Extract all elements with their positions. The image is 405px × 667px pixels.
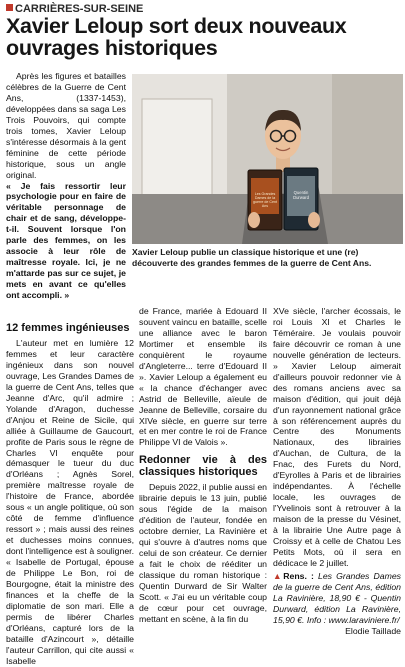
intro-quote: « Je fais ressortir leur psychologie pour en faire de véritable personnage de chair et de sang, développe-t-il. Souvent lorsque l'on parle des femmes, on les associe à leur rôle de maîtresse royale. Ici, je ne m'attarde pas sur ce sujet, je mets en avant ce qu'elles ont accompli. » (6, 180, 126, 301)
kicker-square-icon (6, 4, 13, 11)
book-cover-title-2: Quentin Durward (293, 190, 309, 200)
info-triangle-icon: ▲ (273, 570, 284, 581)
author-photo (132, 74, 403, 244)
column-3 (273, 306, 401, 637)
kicker-text: CARRIÈRES-SUR-SEINE (15, 3, 144, 15)
intro-column (6, 71, 126, 301)
info-label: Rens. : (283, 570, 314, 581)
article-headline: Xavier Leloup sort deux nouveaux ouvrages historiques (6, 14, 347, 60)
photo-caption: Xavier Leloup publie un classique historique et une (re) découverte des grandes femmes de la guerre de Cent Ans. (132, 247, 372, 268)
column-2 (139, 306, 267, 625)
author-photo-illustration (132, 74, 403, 244)
section2-body: Depuis 2022, il publie aussi en librairie depuis le 13 juin, publié sous l'égide de la maison d'édition de l'auteur, fondée en octobre dernier, La Ravinière et qui s'ouvre à d'autres noms que celui de son créateur. Ce dernier a fait le choix de rééditer un classique du roman historique : Quentin Durward de Sir Walter Scott. « J'ai eu un véritable coup de cœur pour cet ouvrage, mettant en scène, à la fin du (139, 482, 267, 624)
section2-heading: Redonner vie à des classiques historiques (139, 454, 267, 479)
intro-paragraph: Après les figures et batailles célèbres de la Guerre de Cent Ans, (1337-1453), développées dans sa saga Les Trois Pouvoirs, qui compte trois tomes, Xavier Leloup s'intéresse désormais à la gent féminine de cette période historique, sous un angle original. (6, 71, 126, 180)
author-signature: Elodie Taillade (345, 625, 401, 636)
column-2-body: de France, mariée à Edouard II souvent vaincu en bataille, scelle une alliance avec le baron Mortimer et ensemble ils conquièrent le royaume d'Angleterre... terre d'Edouard II ». Xavier Leloup a également eu « la chance d'échanger avec Astrid de Belleville, aïeule de Jeanne de Belleville, corsaire du XIVe siècle, en guerre sur terre et en mer contre le roi de France Philippe VI de Valois ». (139, 306, 267, 448)
column-3-body: XVe siècle, l'archer écossais, le roi Louis XI et Charles le Téméraire. Je voulais pouvoir faire découvrir ce roman à une nouvelle génération de lecteurs. » Xavier Leloup aimerait d'ailleurs pouvoir redonner vie à des romans anciens avec sa maison d'édition, qui jouit déjà d'un rayonnement national grâce à son référencement auprès du Centre des Monuments Nationaux, des librairies d'Auchan, de Cultura, de la Fnac, des Furets du Nord, d'Eyrolles à Paris et de librairies indépendantes. À l'échelle locale, les ouvrages de l'Yvelinois sont à retrouver à la maison de la presse du Vésinet, à la librairie Une Autre page à Croissy et à celle de Chatou Les Petits Mots, où il sera en dédicace le 2 juillet. (273, 306, 401, 568)
book-cover-title-1: Les Grandes Dames de la guerre de Cent Ans (253, 192, 277, 208)
section1-column (6, 320, 134, 667)
info-text: Les Grandes Dames de la guerre de Cent Ans, édition La Ravinière, 18,90 € - Quentin Durward, édition La Ravinière, 15,90 €. Info : www.laraviniere.fr/ (273, 570, 401, 625)
info-box (273, 571, 401, 626)
section1-body: L'auteur met en lumière 12 femmes et leur caractère ingénieux dans son nouvel ouvrage, Les Grandes Dames de la guerre de Cent Ans, telles que Jeanne d'Arc, qu'il admire ; Yolande d'Aragon, duchesse d'Anjou et Reine de Sicile, qui alliée à Guillaume de Gaucourt, profite de Paris sous le règne de Charles VI enquête pour démasquer le tueur du duc d'Orléans ; Agnès Sorel, première maîtresse royale de l'histoire de France, abordée sous « un angle politique, où son côté de femme d'influence ressort » ; mais aussi des reines et duchesses moins connues, dont l'intelligence est à souligner. « Isabelle de Portugal, épouse de Philippe Le Bon, roi de Bourgogne, était la ministre des finances et la cheffe de la diplomatie de son mari. Elle a permis de libérer Charles d'Orléans, capturé lors de la bataille d'Azincourt », détaille l'auteur Carrillon, qui cite aussi « Isabelle (6, 338, 134, 666)
section1-heading: 12 femmes ingénieuses (6, 322, 130, 334)
